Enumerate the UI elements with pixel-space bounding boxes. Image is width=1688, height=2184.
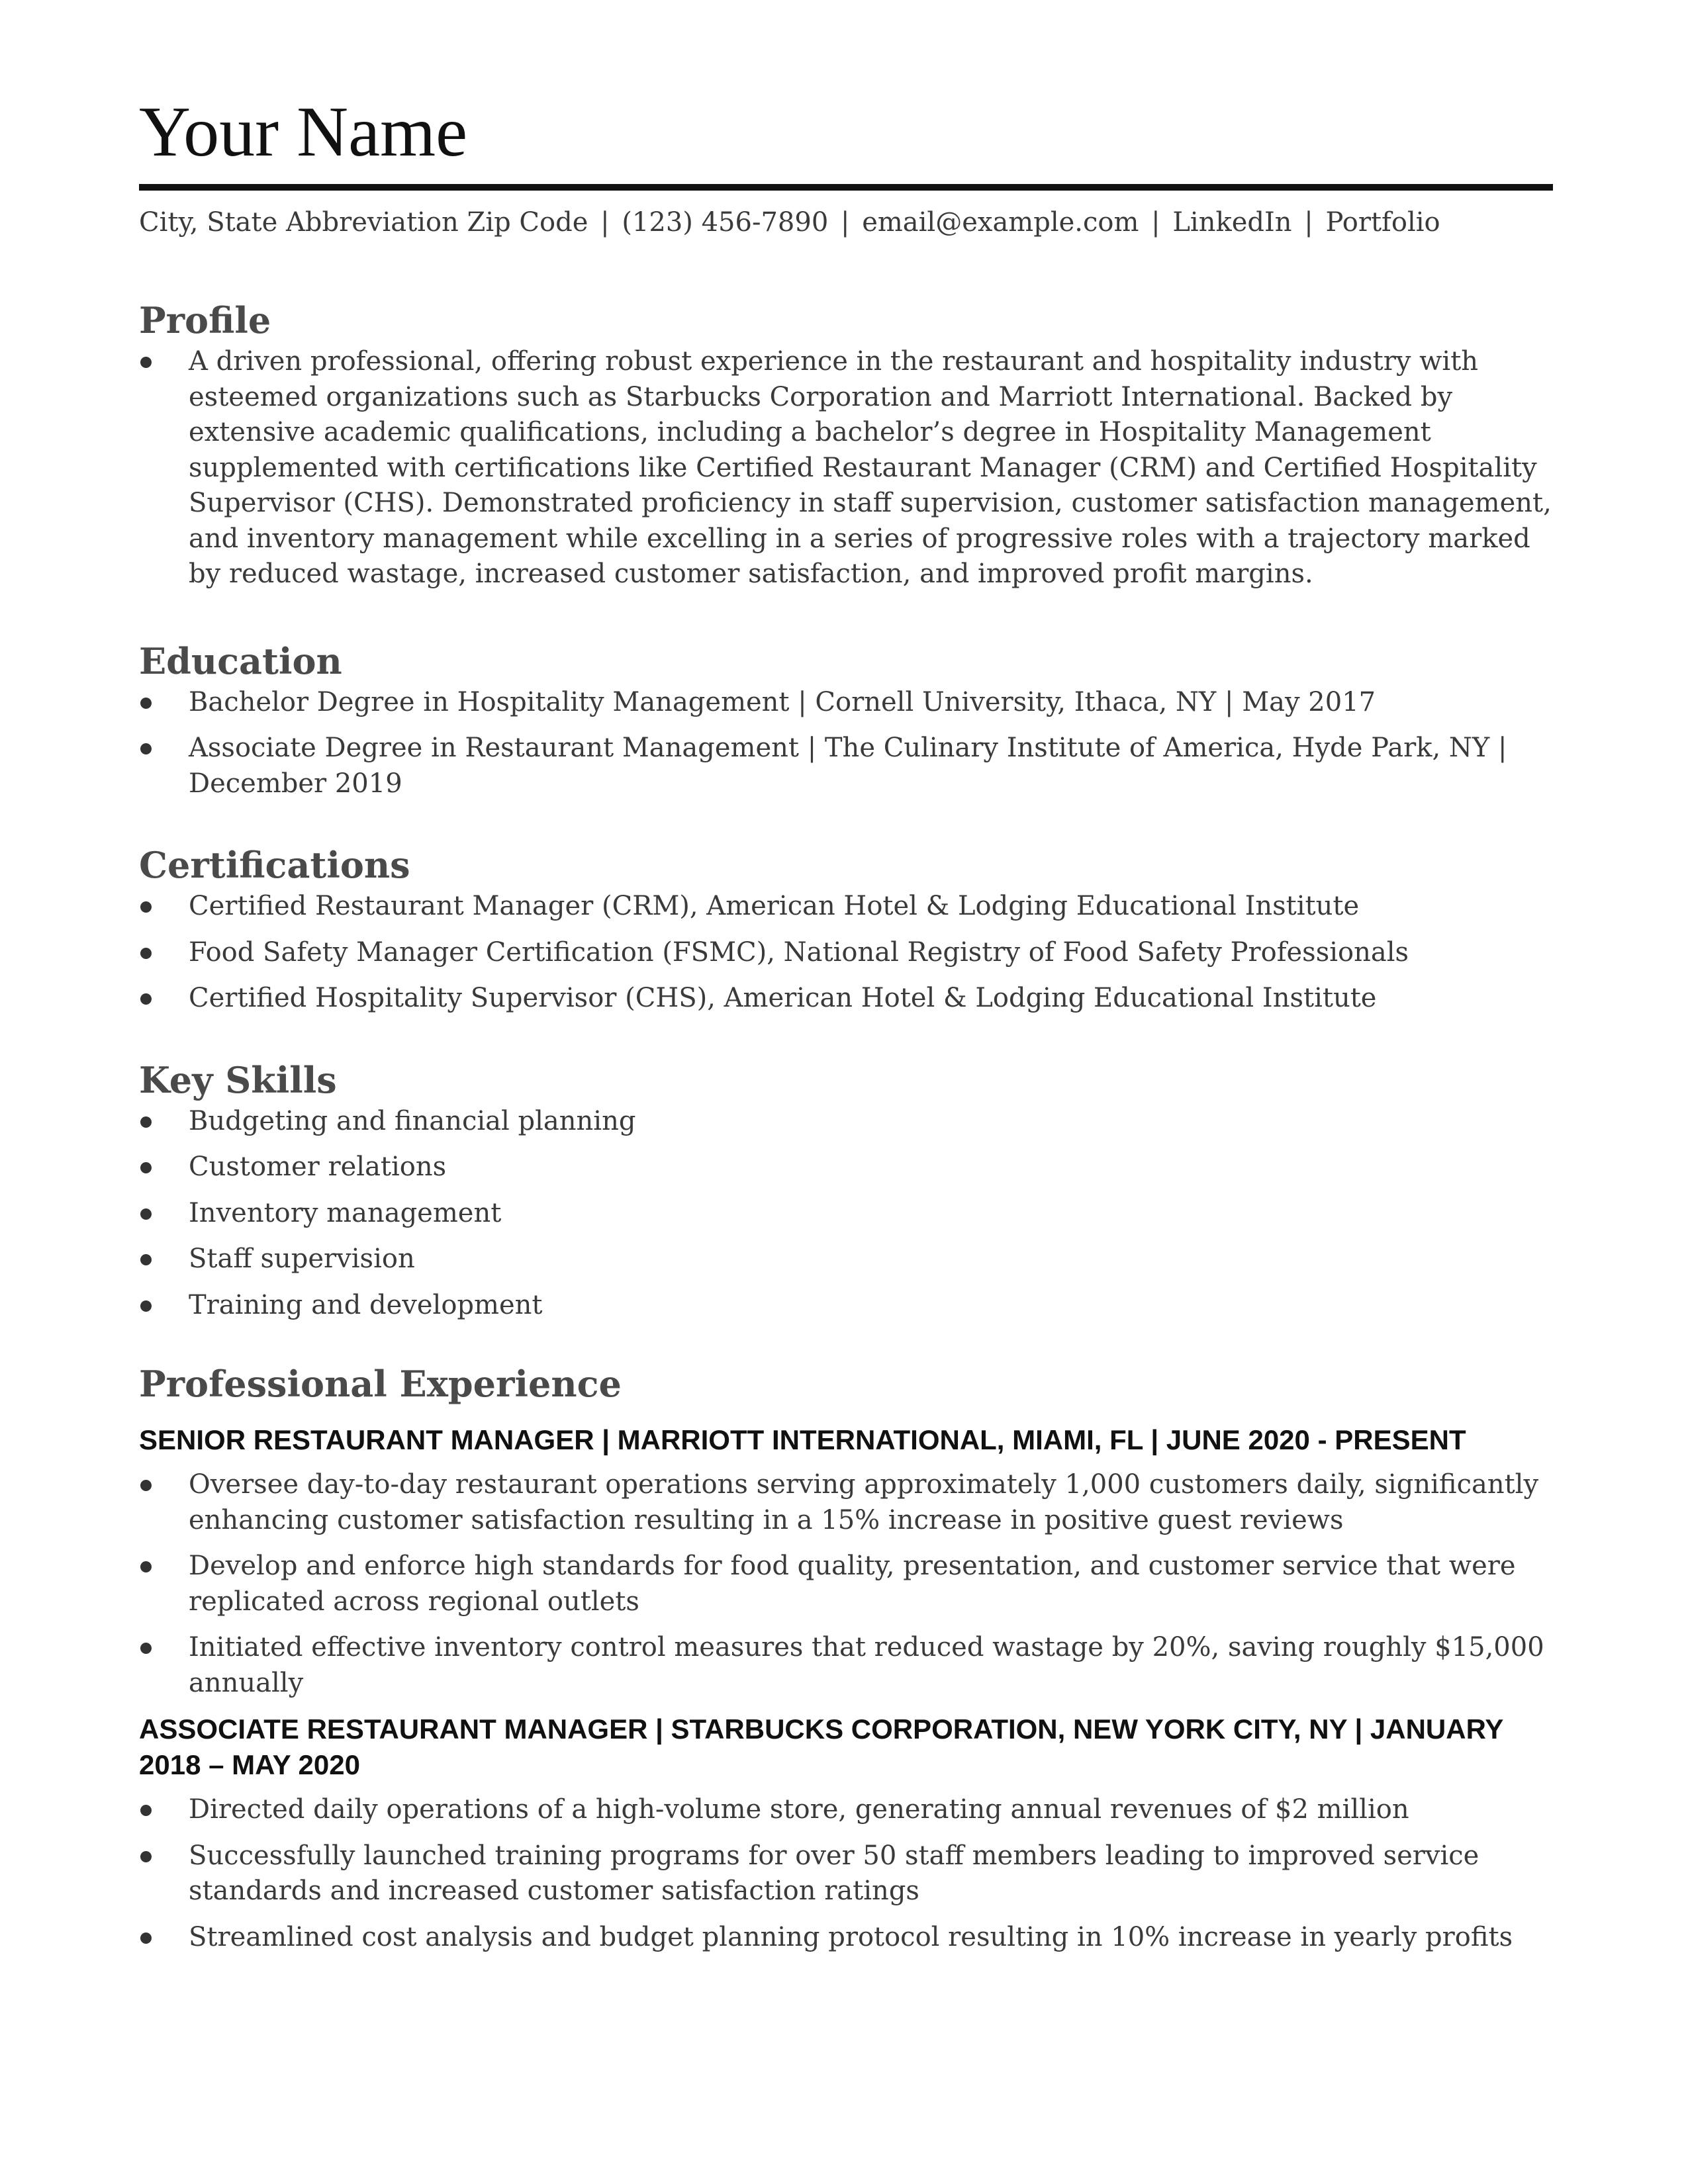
contact-separator: | <box>840 207 850 238</box>
bullet-icon <box>140 1933 152 1944</box>
education-heading: Education <box>139 639 342 682</box>
profile-heading: Profile <box>139 299 271 341</box>
bullet-icon <box>140 1561 152 1572</box>
bullet-icon <box>140 357 152 368</box>
skills-list <box>139 1104 1553 1324</box>
job-bullets <box>139 1467 1553 1701</box>
list-item: Customer relations <box>139 1150 1553 1185</box>
contact-line <box>139 205 1553 240</box>
contact-linkedin: LinkedIn <box>1172 207 1292 238</box>
education-list <box>139 685 1553 802</box>
list-item: Successfully launched training programs for over 50 staff members leading to improved service standards and increased customer satisfaction ratings <box>139 1839 1553 1909</box>
certifications-list <box>139 889 1553 1017</box>
resume-page <box>139 93 1553 1966</box>
contact-separator: | <box>1304 207 1313 238</box>
job-bullets <box>139 1792 1553 1955</box>
bullet-icon <box>140 1643 152 1654</box>
certifications-heading: Certifications <box>139 844 410 886</box>
bullet-icon <box>140 698 152 709</box>
bullet-icon <box>140 901 152 913</box>
list-item: Budgeting and financial planning <box>139 1104 1553 1140</box>
bullet-icon <box>140 1300 152 1312</box>
list-item: Develop and enforce high standards for food quality, presentation, and customer service that were replicated across regional outlets <box>139 1549 1553 1619</box>
bullet-icon <box>140 1805 152 1816</box>
bullet-icon <box>140 948 152 959</box>
candidate-name: Your Name <box>139 93 468 171</box>
job-title: SENIOR RESTAURANT MANAGER | MARRIOTT INTERNATIONAL, MIAMI, FL | JUNE 2020 - PRESENT <box>139 1424 1466 1455</box>
bullet-icon <box>140 1116 152 1128</box>
experience-heading: Professional Experience <box>139 1363 622 1405</box>
list-item: Initiated effective inventory control measures that reduced wastage by 20%, saving roughly $15,000 annually <box>139 1630 1553 1701</box>
list-item: Directed daily operations of a high-volume store, generating annual revenues of $2 million <box>139 1792 1553 1828</box>
list-item: Inventory management <box>139 1196 1553 1232</box>
skills-heading: Key Skills <box>139 1058 337 1101</box>
list-item: Training and development <box>139 1288 1553 1324</box>
bullet-icon <box>140 1851 152 1862</box>
list-item <box>139 344 1553 592</box>
profile-list <box>139 344 1553 592</box>
list-item: Streamlined cost analysis and budget planning protocol resulting in 10% increase in yearly profits <box>139 1920 1553 1956</box>
contact-phone: (123) 456-7890 <box>622 207 829 238</box>
contact-separator: | <box>1151 207 1160 238</box>
list-item: Staff supervision <box>139 1242 1553 1277</box>
profile-text: A driven professional, offering robust experience in the restaurant and hospitality industry with esteemed organizations such as Starbucks Corporation and Marriott International. Backed by extensive academic qualifications, including a bachelor’s degree in Hospitality Management supplemented with certifications like Certified Restaurant Manager (CRM) and Certified Hospitality Supervisor (CHS). Demonstrated proficiency in staff supervision, customer satisfaction management, and inventory management while excelling in a series of progressive roles with a trajectory marked by reduced wastage, increased customer satisfaction, and improved profit margins. <box>189 346 1552 589</box>
header-divider <box>139 184 1553 191</box>
bullet-icon <box>140 1162 152 1173</box>
bullet-icon <box>140 743 152 754</box>
list-item: Associate Degree in Restaurant Management | The Culinary Institute of America, Hyde Park, NY | December 2019 <box>139 731 1553 801</box>
bullet-icon <box>140 1254 152 1265</box>
contact-portfolio: Portfolio <box>1325 207 1440 238</box>
list-item: Certified Restaurant Manager (CRM), American Hotel & Lodging Educational Institute <box>139 889 1553 925</box>
contact-separator: | <box>600 207 610 238</box>
contact-location: City, State Abbreviation Zip Code <box>139 207 588 238</box>
list-item: Certified Hospitality Supervisor (CHS), American Hotel & Lodging Educational Institute <box>139 981 1553 1017</box>
bullet-icon <box>140 1208 152 1220</box>
job-title: ASSOCIATE RESTAURANT MANAGER | STARBUCKS CORPORATION, NEW YORK CITY, NY | JANUARY 2018 – MAY 2020 <box>139 1713 1503 1780</box>
list-item: Food Safety Manager Certification (FSMC), National Registry of Food Safety Professionals <box>139 935 1553 971</box>
bullet-icon <box>140 993 152 1005</box>
bullet-icon <box>140 1480 152 1491</box>
contact-email: email@example.com <box>862 207 1139 238</box>
list-item: Oversee day-to-day restaurant operations serving approximately 1,000 customers daily, significantly enhancing customer satisfaction resulting in a 15% increase in positive guest reviews <box>139 1467 1553 1538</box>
list-item: Bachelor Degree in Hospitality Management | Cornell University, Ithaca, NY | May 2017 <box>139 685 1553 721</box>
